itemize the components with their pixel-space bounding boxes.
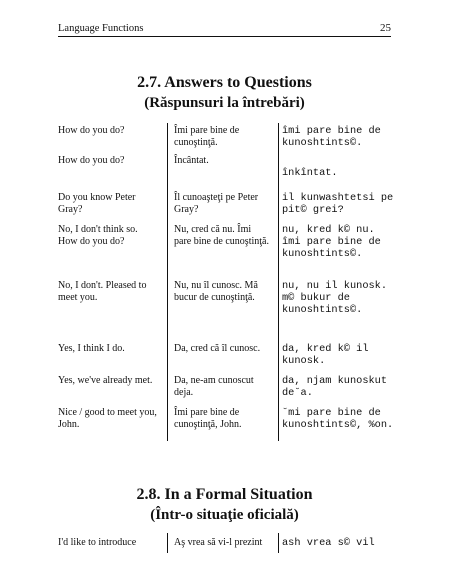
pronunciation: nu, kred k© nu. îmi pare bine de kunoshtints©.: [282, 224, 381, 260]
romanian-phrase: Da, ne-am cunoscut deja.: [174, 375, 254, 398]
section-subtitle: (Într-o situaţie oficială): [150, 507, 299, 523]
pronunciation: il kunwashtetsi pe pit© grei?: [282, 192, 394, 216]
english-phrase: No, I don't. Pleased to meet you.: [58, 280, 147, 303]
romanian-phrase: Da, cred că îl cunosc.: [174, 343, 261, 354]
column-divider: [278, 123, 279, 441]
section-title: 2.7. Answers to Questions: [137, 74, 312, 91]
english-phrase: Yes, we've already met.: [58, 375, 153, 386]
page-number: 25: [380, 22, 391, 34]
romanian-phrase: Încântat.: [174, 155, 209, 166]
english-phrase: No, I don't think so. How do you do?: [58, 224, 138, 247]
pronunciation: da, kred k© il kunosk.: [282, 343, 369, 367]
column-divider: [278, 533, 279, 553]
pronunciation: ˘mi pare bine de kunoshtints©, %on.: [282, 407, 394, 431]
section-subtitle: (Răspunsuri la întrebări): [144, 95, 305, 111]
english-phrase: Yes, I think I do.: [58, 343, 125, 354]
pronunciation: da, njam kunoskut de˘a.: [282, 375, 388, 399]
english-phrase: I'd like to introduce: [58, 537, 137, 548]
pronunciation: ash vrea s© vil: [282, 537, 375, 549]
romanian-phrase: Îmi pare bine de cunoştinţă.: [174, 125, 240, 148]
section-title: 2.8. In a Formal Situation: [136, 486, 313, 503]
section-heading-formal: [58, 485, 391, 525]
romanian-phrase: Îl cunoaşteţi pe Peter Gray?: [174, 192, 259, 215]
section-heading-answers: [58, 73, 391, 113]
romanian-phrase: Nu, nu îl cunosc. Mă bucur de cunoştinţă.: [174, 280, 258, 303]
pronunciation: îmi pare bine de kunoshtints©.: [282, 125, 381, 149]
running-header: [58, 22, 391, 37]
english-phrase: How do you do?: [58, 125, 125, 136]
english-phrase: Do you know Peter Gray?: [58, 192, 136, 215]
chapter-title: Language Functions: [58, 23, 144, 34]
english-phrase: How do you do?: [58, 155, 125, 166]
romanian-phrase: Nu, cred că nu. Îmi pare bine de cunoştinţă.: [174, 224, 269, 247]
english-phrase: Nice / good to meet you, John.: [58, 407, 157, 430]
column-divider: [167, 533, 168, 553]
romanian-phrase: Îmi pare bine de cunoştinţă, John.: [174, 407, 242, 430]
romanian-phrase: Aş vrea să vi-l prezint: [174, 537, 263, 548]
pronunciation: înkîntat.: [282, 167, 338, 179]
pronunciation: nu, nu il kunosk. m© bukur de kunoshtints©.: [282, 280, 388, 316]
column-divider: [167, 123, 168, 441]
